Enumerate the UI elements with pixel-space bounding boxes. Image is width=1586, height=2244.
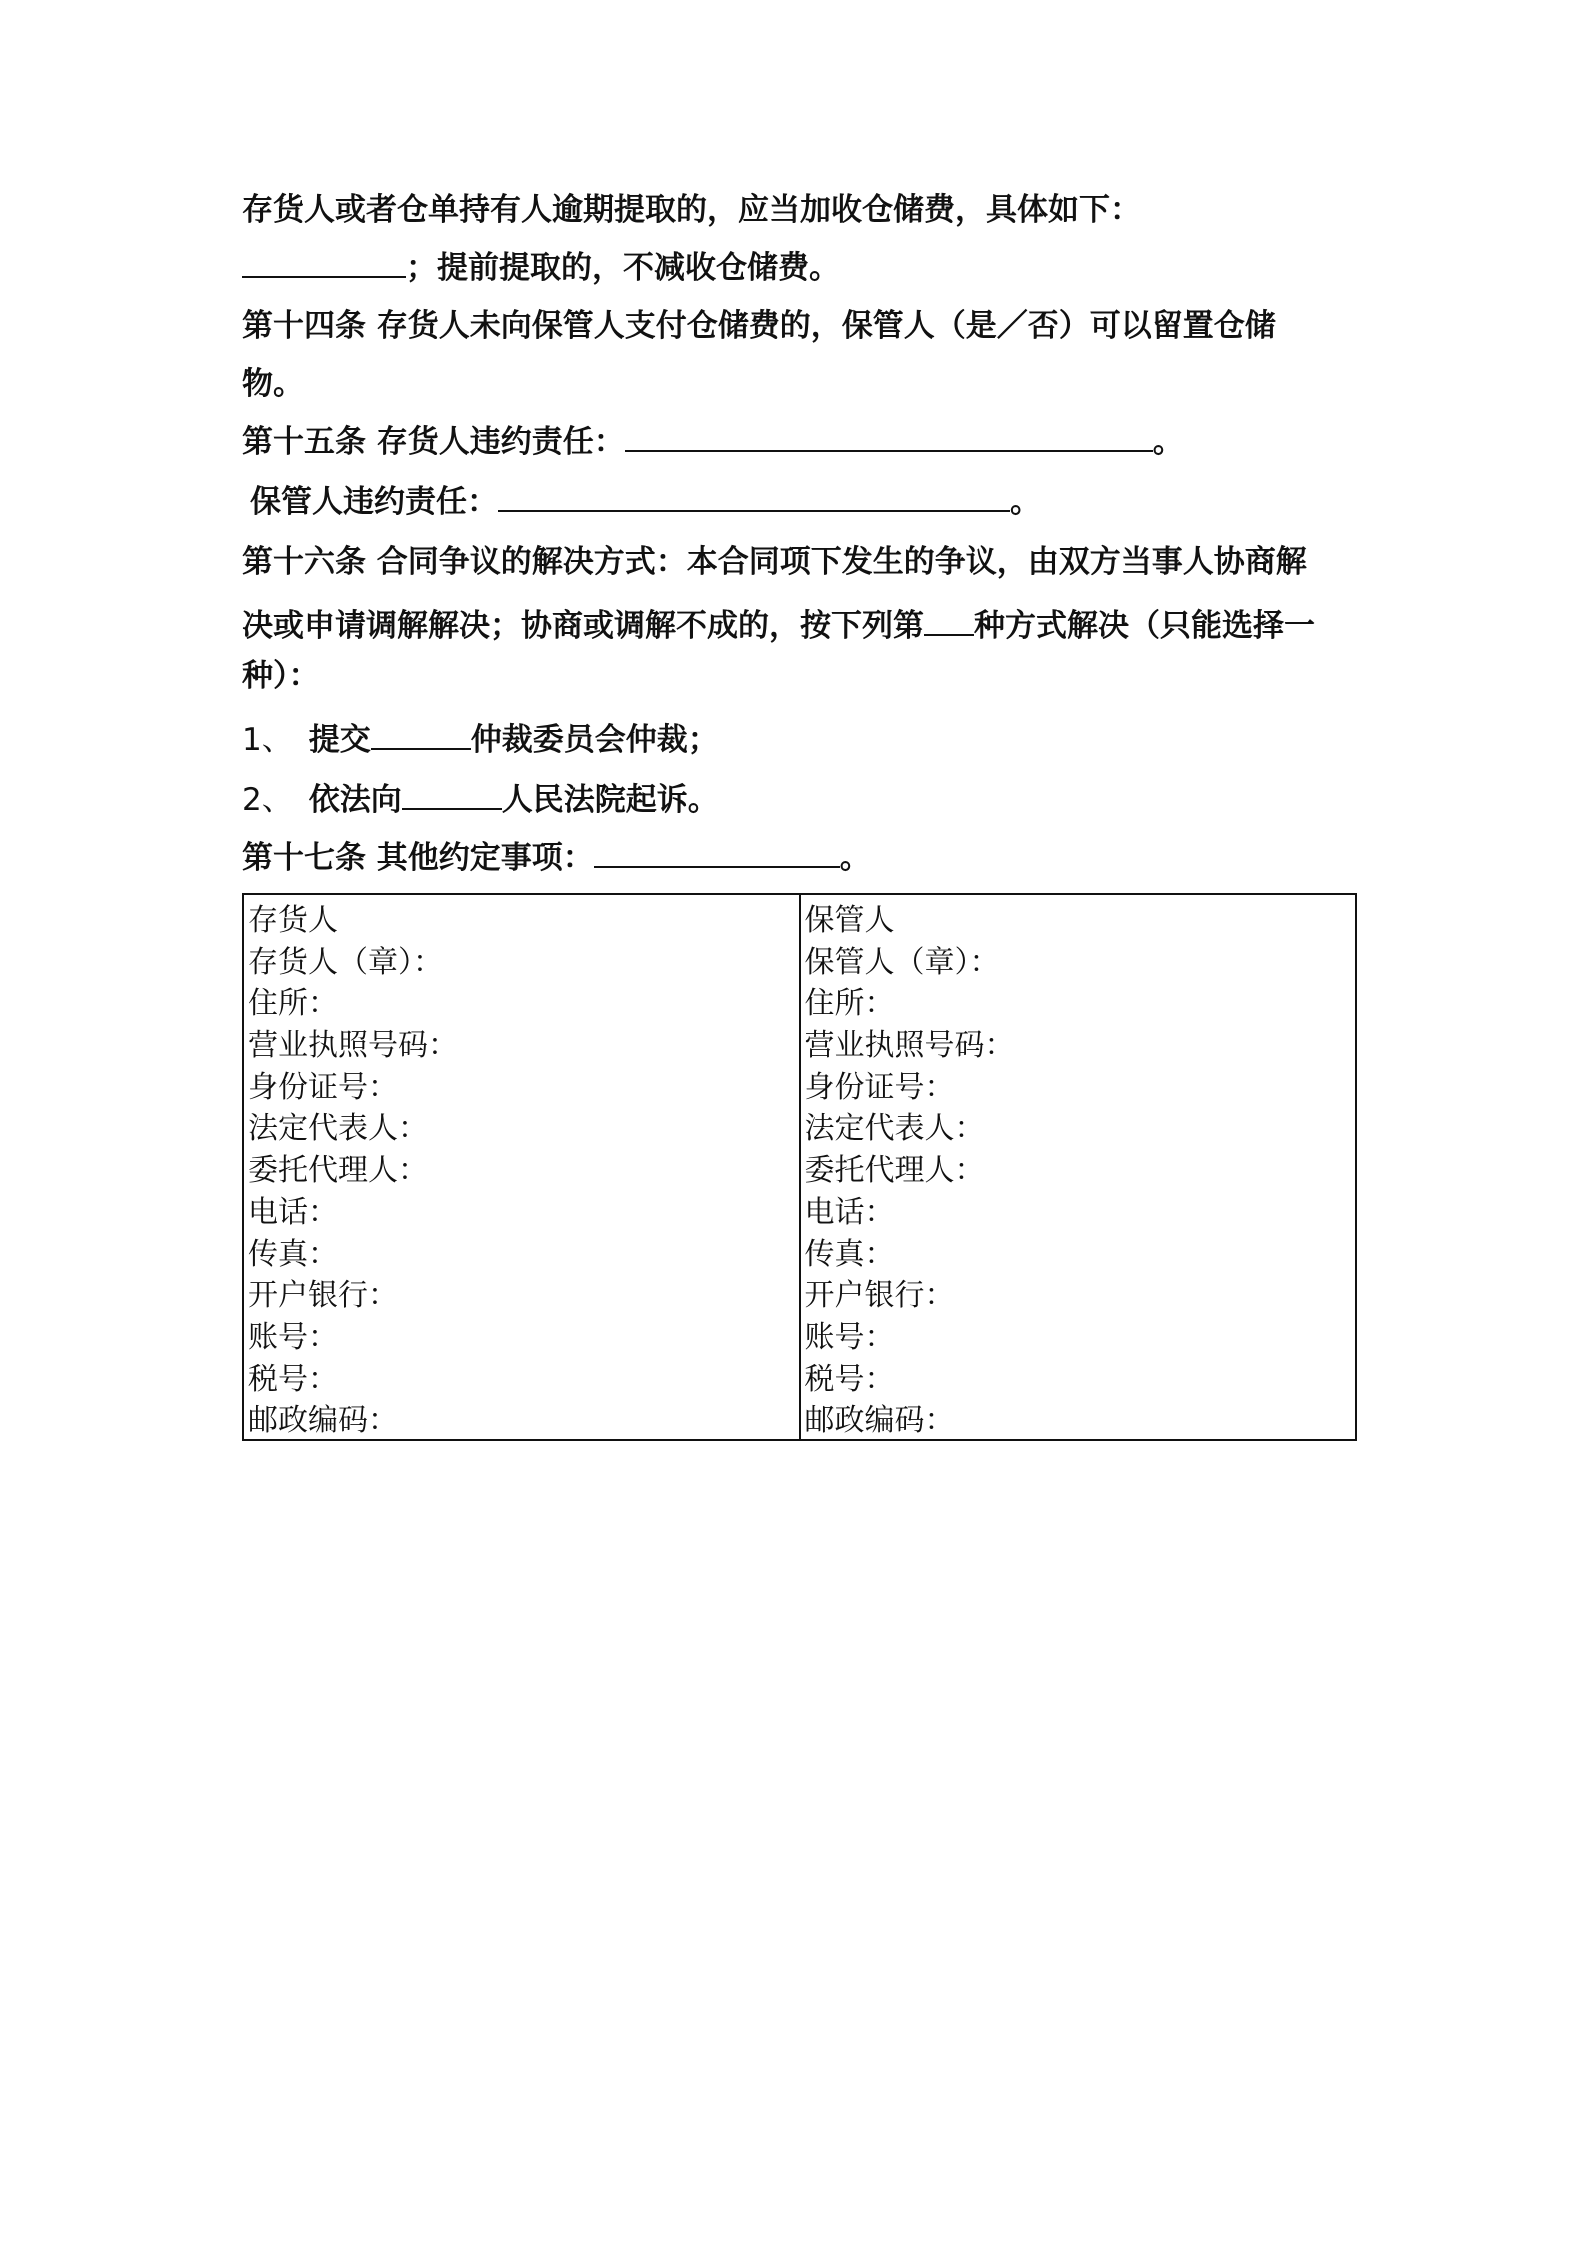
custodian-field: 邮政编码： xyxy=(804,1403,955,1439)
storage-fee-tail: ；提前提取的，不减收仓储费。 xyxy=(406,250,840,286)
depositor-field: 委托代理人： xyxy=(248,1153,428,1189)
option-1-pre: 提交 xyxy=(308,722,371,758)
article-16-text-end: 种）： xyxy=(242,658,320,694)
article-15-custodian-line xyxy=(250,482,1041,522)
article-14-line1 xyxy=(242,306,1276,346)
custodian-field: 法定代表人： xyxy=(804,1111,985,1147)
article-15-depositor-label: 第十五条 存货人违约责任： xyxy=(242,424,625,460)
article-16-text: 第十六条 合同争议的解决方式：本合同项下发生的争议，由双方当事人协商解 xyxy=(242,544,1307,580)
period: 。 xyxy=(1010,484,1041,520)
method-number-blank[interactable] xyxy=(924,606,974,636)
option-1-line xyxy=(242,720,719,760)
custodian-field: 委托代理人： xyxy=(804,1153,985,1189)
storage-fee-tail-line xyxy=(242,248,840,288)
option-2-post: 人民法院起诉。 xyxy=(501,782,719,818)
depositor-field: 电话： xyxy=(248,1194,338,1230)
depositor-liability-blank[interactable] xyxy=(625,422,1153,452)
article-15-depositor-line xyxy=(242,422,1184,462)
custodian-field: 账号： xyxy=(804,1319,895,1355)
depositor-field: 税号： xyxy=(248,1361,338,1397)
depositor-column xyxy=(244,895,799,1439)
article-14-line2 xyxy=(242,364,304,404)
article-16-line2 xyxy=(242,606,1315,646)
custodian-field: 税号： xyxy=(804,1361,895,1397)
option-1-post: 仲裁委员会仲裁； xyxy=(470,722,719,758)
storage-fee-text: 存货人或者仓单持有人逾期提取的，应当加收仓储费，具体如下： xyxy=(242,192,1141,228)
article-16-line3 xyxy=(242,656,320,696)
custodian-field: 身份证号： xyxy=(804,1069,955,1105)
depositor-field: 存货人（章）： xyxy=(248,944,443,980)
signature-table xyxy=(242,893,1357,1441)
option-1-number: 1、 xyxy=(242,722,293,758)
depositor-field: 法定代表人： xyxy=(248,1111,428,1147)
storage-fee-line xyxy=(242,190,1141,230)
custodian-field: 开户银行： xyxy=(804,1278,955,1314)
option-2-line xyxy=(242,780,719,820)
depositor-field: 账号： xyxy=(248,1319,338,1355)
period: 。 xyxy=(839,840,871,876)
depositor-field: 开户银行： xyxy=(248,1278,398,1314)
option-2-number: 2、 xyxy=(242,782,293,818)
custodian-liability-blank[interactable] xyxy=(498,482,1010,512)
article-14-text: 第十四条 存货人未向保管人支付仓储费的，保管人（是／否）可以留置仓储 xyxy=(242,308,1276,344)
other-matters-blank[interactable] xyxy=(594,838,840,868)
depositor-field: 邮政编码： xyxy=(248,1403,398,1439)
depositor-field: 身份证号： xyxy=(248,1069,398,1105)
depositor-field: 存货人 xyxy=(248,903,338,938)
article-17-text: 第十七条 其他约定事项： xyxy=(242,840,594,876)
custodian-liability-label: 保管人违约责任： xyxy=(250,484,498,520)
depositor-field: 住所： xyxy=(248,986,338,1022)
court-blank[interactable] xyxy=(402,780,502,810)
custodian-field: 保管人（章）： xyxy=(804,944,1000,980)
custodian-field: 传真： xyxy=(804,1236,895,1272)
storage-fee-blank[interactable] xyxy=(242,248,406,278)
article-17-line xyxy=(242,838,871,878)
custodian-field: 电话： xyxy=(804,1194,895,1230)
arbitration-commission-blank[interactable] xyxy=(371,720,471,750)
custodian-field: 住所： xyxy=(804,986,895,1022)
depositor-field: 传真： xyxy=(248,1236,338,1272)
period: 。 xyxy=(1152,424,1184,460)
article-16-line1 xyxy=(242,542,1307,582)
article-16-text-pre: 决或申请调解解决；协商或调解不成的，按下列第 xyxy=(242,608,924,644)
depositor-field: 营业执照号码： xyxy=(248,1028,458,1064)
custodian-column xyxy=(799,895,1356,1439)
custodian-field: 营业执照号码： xyxy=(804,1028,1015,1064)
custodian-field: 保管人 xyxy=(804,903,895,938)
article-14-text-cont: 物。 xyxy=(242,366,304,402)
option-2-pre: 依法向 xyxy=(308,782,402,818)
article-16-text-post: 种方式解决（只能选择一 xyxy=(974,608,1315,644)
